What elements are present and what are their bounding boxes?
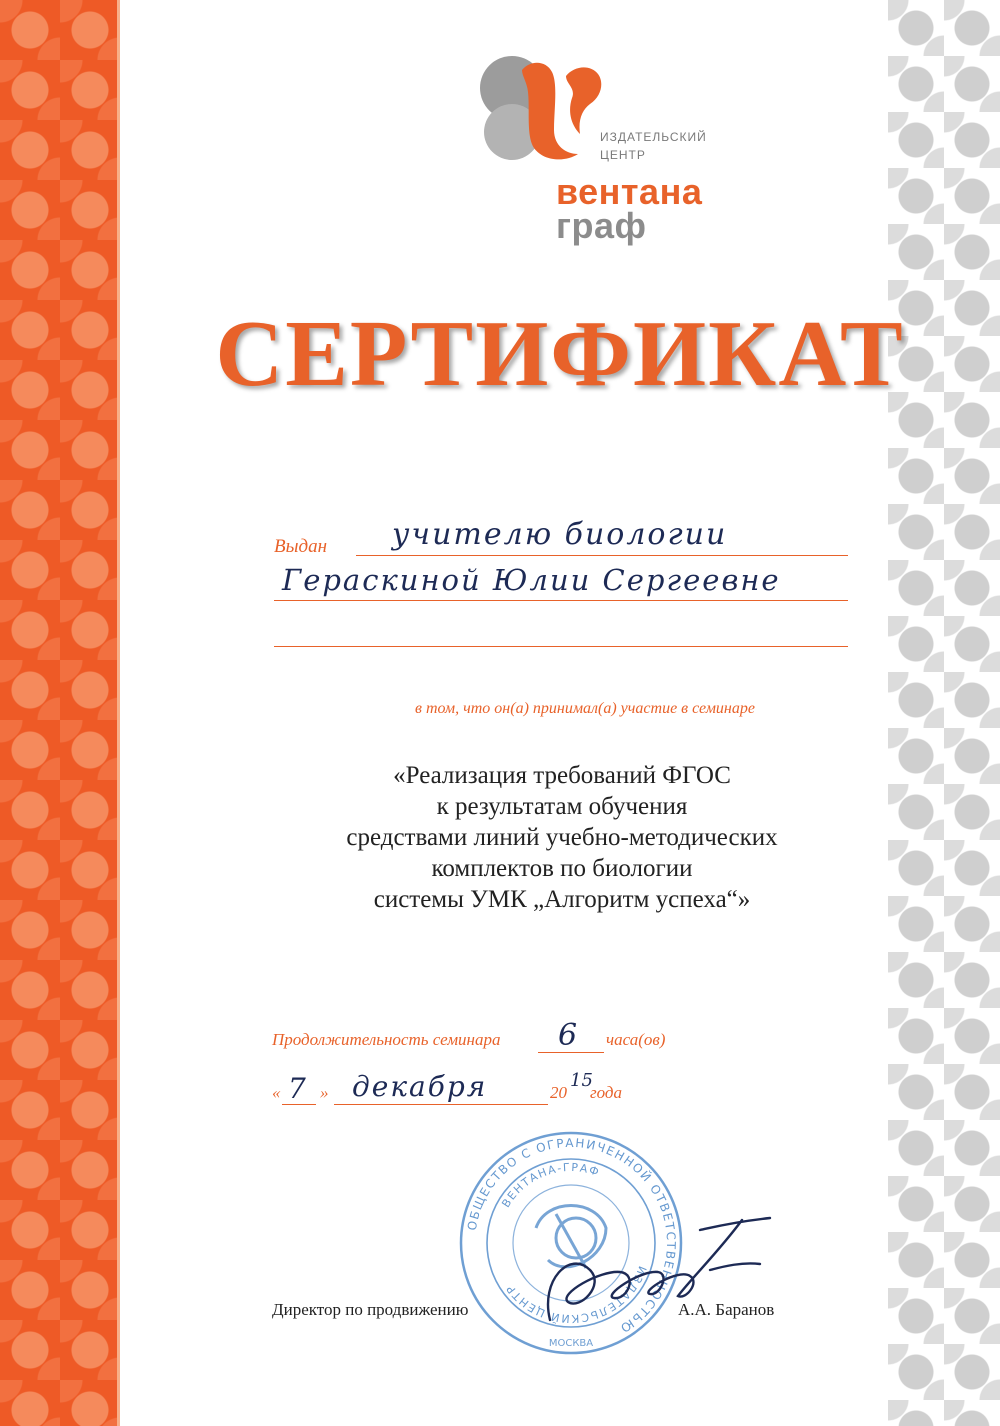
date-month: декабря <box>352 1070 488 1103</box>
issued-line-2 <box>274 600 848 601</box>
brand-name-line2: граф <box>556 205 647 246</box>
logo-caption-line1: ИЗДАТЕЛЬСКИЙ <box>600 130 707 144</box>
brand-name-line1: вентана <box>556 171 703 212</box>
stamp-outer-text: ОБЩЕСТВО С ОГРАНИЧЕННОЙ ОТВЕТСТВЕННОСТЬЮ <box>464 1135 679 1336</box>
logo-caption-line2: ЦЕНТР <box>600 148 646 162</box>
date-close-quote: » <box>320 1083 329 1102</box>
seminar-title-line: средствами линий учебно-методических <box>346 824 778 851</box>
date-month-line <box>334 1104 548 1105</box>
seminar-title-line: «Реализация требований ФГОС <box>393 762 731 789</box>
seminar-title <box>262 760 862 915</box>
decorative-band-left <box>0 0 120 1426</box>
issued-label: Выдан <box>274 536 328 557</box>
date-year-word: года <box>590 1083 623 1102</box>
signatory-name: А.А. Баранов <box>678 1300 775 1319</box>
duration-unit: часа(ов) <box>606 1030 666 1049</box>
duration-label: Продолжительность семинара <box>272 1030 501 1049</box>
seminar-title-line: системы УМК „Алгоритм успеха“» <box>373 886 751 913</box>
logo-caption <box>600 128 740 164</box>
date-year-suffix: 15 <box>570 1070 593 1091</box>
signatory-position: Директор по продвижению <box>272 1300 469 1319</box>
date-day: 7 <box>288 1072 308 1105</box>
date-open-quote: « <box>272 1083 281 1102</box>
stamp-inner-text: ИЗДАТЕЛЬСКИЙ ЦЕНТР <box>503 1264 649 1326</box>
stamp-brand-text: ВЕНТАНА-ГРАФ <box>499 1160 602 1210</box>
duration-value: 6 <box>558 1018 580 1053</box>
issued-recipient-name: Гераскиной Юлии Сергеевне <box>282 563 781 597</box>
seminar-title-line: комплектов по биологии <box>431 855 693 882</box>
seminar-title-line: к результатам обучения <box>436 793 688 820</box>
stamp-city-text: МОСКВА <box>548 1338 594 1349</box>
certificate-title: СЕРТИФИКАТ <box>215 302 905 406</box>
issued-line-1 <box>356 555 848 556</box>
date-year-prefix: 20 <box>550 1083 567 1102</box>
issued-recipient-role: учителю биологии <box>392 517 728 552</box>
participation-statement: в том, что он(а) принимал(а) участие в семинаре <box>415 700 755 717</box>
issued-line-3 <box>274 646 848 647</box>
